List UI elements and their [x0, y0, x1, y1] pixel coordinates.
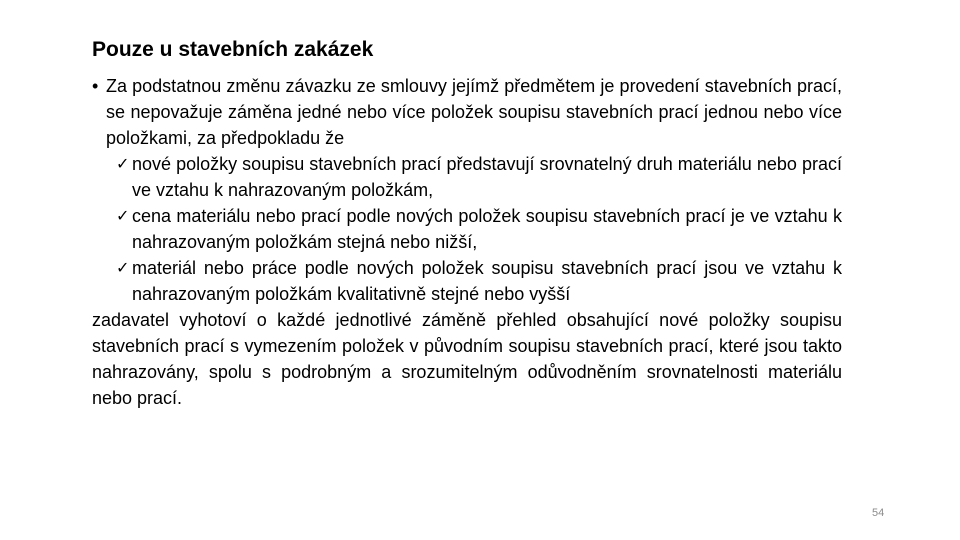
conditions-list [92, 151, 842, 307]
condition-item [92, 203, 842, 255]
checkmark-icon: ✓ [116, 206, 130, 225]
bullet-icon: • [92, 76, 99, 96]
condition-text: cena materiálu nebo prací podle nových položek soupisu stavebních prací je ve vztahu k nahrazovaným položkám stejná nebo nižší, [132, 206, 842, 252]
intro-bullet [92, 73, 842, 151]
condition-item [92, 255, 842, 307]
condition-text: nové položky soupisu stavebních prací představují srovnatelný druh materiálu nebo prací ve vztahu k nahrazovaným položkám, [132, 154, 842, 200]
checkmark-icon: ✓ [116, 258, 130, 277]
slide-title: Pouze u stavebních zakázek [92, 38, 374, 61]
condition-text: materiál nebo práce podle nových položek soupisu stavebních prací jsou ve vztahu k nahrazovaným položkám kvalitativně stejné nebo vyšší [132, 258, 842, 304]
checkmark-icon: ✓ [116, 154, 130, 173]
closing-paragraph: zadavatel vyhotoví o každé jednotlivé záměně přehled obsahující nové položky soupisu stavebních prací s vymezením položek v původním soupisu stavebních prací, které jsou takto nahrazovány, spolu s podrobným a srozumitelným odůvodněním srovnatelnosti materiálu nebo prací. [92, 310, 842, 408]
intro-text: Za podstatnou změnu závazku ze smlouvy jejímž předmětem je provedení stavebních prací, se nepovažuje záměna jedné nebo více položek soupisu stavebních prací jednou nebo více položkami, za předpokladu že [106, 76, 842, 148]
slide-content [92, 73, 842, 411]
page-number: 54 [872, 507, 885, 519]
condition-item [92, 151, 842, 203]
